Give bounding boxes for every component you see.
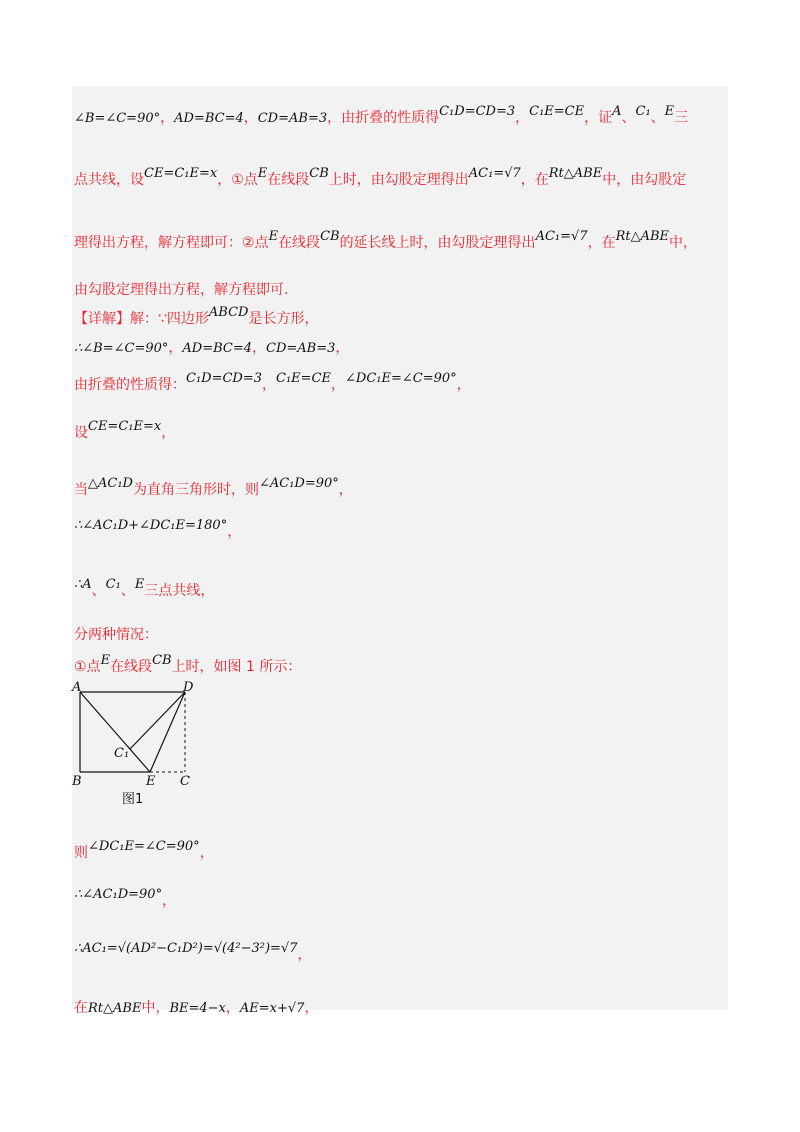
text-run: 、 [120, 583, 135, 599]
math-expression: CB [309, 166, 329, 181]
math-expression: ∴A [74, 577, 92, 592]
text-run: 中，由勾股定 [602, 172, 687, 188]
text-run: ， [252, 340, 266, 356]
text-run: ， [297, 947, 312, 963]
text-run: ， [227, 524, 242, 540]
label-A: A [72, 680, 82, 695]
text-line [74, 941, 312, 966]
text-line [74, 625, 158, 645]
text-run: ， [160, 110, 175, 126]
label-B: B [72, 774, 82, 789]
text-run: 中， [669, 235, 698, 251]
text-line [74, 998, 318, 1019]
text-run: 、 [650, 110, 665, 126]
text-run: ，在 [520, 172, 549, 188]
math-expression: CE=C₁E=x [144, 166, 218, 181]
text-run: 上时，由勾股定理得出 [328, 172, 469, 188]
math-expression: Rt△ABE [615, 229, 670, 244]
math-expression: C₁ [105, 577, 121, 592]
text-run: ， [161, 425, 176, 441]
text-line [74, 371, 471, 396]
label-C1: C₁ [114, 746, 130, 761]
math-expression: ∠DC₁E=∠C=90° [345, 371, 457, 386]
text-run: 理得出方程，解方程即可：②点 [74, 235, 269, 251]
text-run: ， [199, 845, 214, 861]
math-expression: C₁D=CD=3 [186, 371, 263, 386]
math-expression: C₁E=CE [276, 371, 331, 386]
text-run: ， [304, 1000, 319, 1016]
text-run: 解：∵四边形 [130, 311, 209, 327]
figure-caption: 图1 [122, 792, 144, 807]
math-expression: CB [320, 229, 340, 244]
text-line [74, 338, 349, 359]
math-expression: E [134, 577, 145, 592]
math-expression: AC₁=√7 [468, 166, 521, 181]
text-line [74, 518, 242, 543]
math-expression: AC₁=√7 [535, 229, 588, 244]
segment-DC1 [130, 692, 185, 749]
text-run: ， [168, 340, 183, 356]
math-expression: C₁ [635, 104, 651, 119]
math-expression: Rt△ABE [88, 1001, 142, 1016]
text-run: ， [262, 377, 277, 393]
text-run: 、 [621, 110, 636, 126]
figure-1 [70, 677, 200, 807]
solution-panel [72, 86, 728, 1010]
text-line [74, 887, 177, 912]
math-expression: ABCD [208, 305, 249, 320]
math-expression: E [268, 229, 279, 244]
text-run: 三 [674, 110, 689, 126]
text-run: 是长方形， [248, 311, 319, 327]
math-expression: A [612, 104, 622, 119]
text-run: ，证 [584, 110, 613, 126]
text-line [74, 419, 176, 444]
math-expression: ∴∠B=∠C=90° [74, 341, 169, 356]
text-run: ， [243, 110, 258, 126]
text-line [74, 104, 689, 129]
math-expression: AE=x+√7 [239, 1001, 305, 1016]
math-expression: △AC₁D [88, 476, 133, 491]
text-run: 中， [141, 1000, 170, 1016]
math-expression: ∠AC₁D=90° [258, 476, 339, 491]
math-expression: E [100, 653, 111, 668]
text-run: 点共线，设 [74, 172, 144, 188]
label-C: C [180, 774, 190, 789]
math-expression: E [664, 104, 675, 119]
text-run: ，在 [587, 235, 616, 251]
text-run: ， [456, 377, 471, 393]
math-expression: ∠DC₁E=∠C=90° [88, 839, 200, 854]
label-D: D [183, 680, 194, 695]
text-run: 分两种情况： [74, 627, 158, 643]
text-run: 在 [74, 1000, 88, 1016]
text-run: 在线段 [110, 659, 153, 675]
text-line [74, 653, 302, 678]
text-line [74, 577, 215, 602]
text-run: ， [162, 893, 177, 909]
text-run: ，由折叠的性质得 [327, 110, 440, 126]
math-expression: ∴∠AC₁D=90° [74, 887, 163, 902]
math-expression: CB [152, 653, 172, 668]
math-expression: ∴∠AC₁D+∠DC₁E=180° [74, 518, 228, 533]
text-line [74, 839, 214, 864]
text-run: ， [331, 377, 345, 393]
text-run: 则 [74, 845, 88, 861]
segment-DE [150, 692, 185, 772]
math-expression: CE=C₁E=x [88, 419, 162, 434]
text-run: 由折叠的性质得： [74, 377, 186, 393]
text-run: 的延长线上时，由勾股定理得出 [339, 235, 536, 251]
label-E: E [146, 774, 156, 789]
text-run: ，①点 [217, 172, 258, 188]
text-line [74, 476, 353, 501]
text-run: 当 [74, 482, 88, 498]
text-run: ①点 [74, 659, 101, 675]
text-run: 、 [91, 583, 106, 599]
text-run: 【详解】 [74, 311, 130, 327]
text-line [74, 166, 687, 191]
text-run: ， [338, 482, 353, 498]
math-expression: AD=BC=4 [182, 341, 252, 356]
math-expression: ∴AC₁=√(AD²−C₁D²)=√(4²−3²)=√7 [74, 941, 298, 956]
text-run: 上时，如图 1 所示： [171, 659, 302, 675]
text-run: 三点共线， [144, 583, 215, 599]
text-line [74, 280, 288, 300]
math-expression: E [257, 166, 268, 181]
text-run: 由勾股定理得出方程，解方程即可. [74, 282, 289, 298]
math-expression: C₁E=CE [529, 104, 585, 119]
text-run: ， [515, 110, 530, 126]
text-run: ， [335, 340, 350, 356]
text-line [74, 305, 319, 330]
math-expression: Rt△ABE [548, 166, 603, 181]
text-run: ， [225, 1000, 240, 1016]
math-expression: AD=BC=4 [174, 111, 244, 126]
math-expression: CD=AB=3 [266, 341, 336, 356]
text-line [74, 229, 698, 254]
math-expression: ∠B=∠C=90° [74, 111, 161, 126]
math-expression: BE=4−x [169, 1001, 226, 1016]
text-run: 为直角三角形时，则 [132, 482, 259, 498]
text-run: 在线段 [267, 172, 310, 188]
text-run: 设 [74, 425, 88, 441]
math-expression: CD=AB=3 [257, 111, 328, 126]
math-expression: C₁D=CD=3 [439, 104, 516, 119]
text-run: 在线段 [278, 235, 321, 251]
